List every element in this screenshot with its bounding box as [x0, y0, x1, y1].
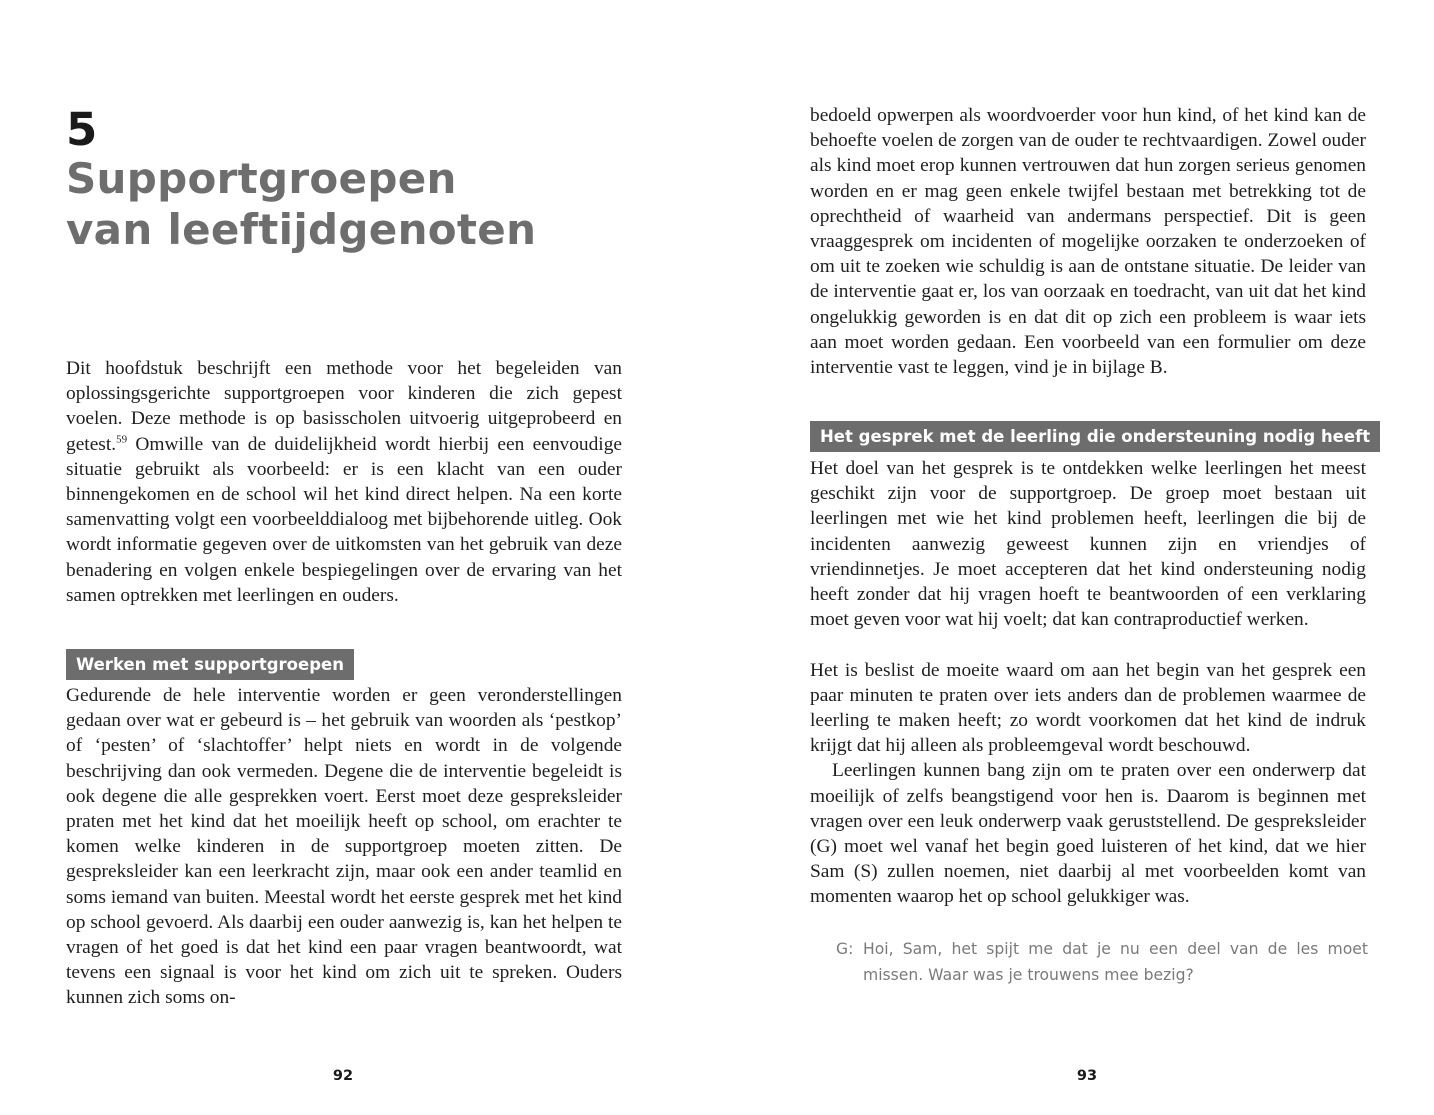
right-page	[717, 0, 1434, 1115]
section-heading-gesprek: Het gesprek met de leerling die ondersteuning nodig heeft	[810, 421, 1380, 452]
section-text-gesprek	[810, 456, 1366, 910]
chapter-number: 5	[66, 103, 98, 156]
section-paragraph-1: Het doel van het gesprek is te ontdekken welke leerlingen het meest geschikt zijn voor de supportgroep. De groep moet bestaan uit leerlingen met wie het kind problemen heeft, leerlingen die bij de incidenten aanwezig geweest kunnen zijn en vriendjes of vriendinnetjes. Je moet accepteren dat het kind ondersteuning nodig heeft zonder dat hij vragen hoeft te beantwoorden of een verklaring moet geven voor wat hij voelt; dat kan contraproductief werken.	[810, 458, 1366, 631]
page-number: 92	[332, 1068, 354, 1084]
section-heading-werken: Werken met supportgroepen	[66, 649, 354, 680]
intro-text	[66, 356, 622, 608]
chapter-title-line-2: van leeftijdgenoten	[66, 205, 537, 254]
chapter-title-line-1: Supportgroepen	[66, 154, 457, 203]
continued-paragraph: bedoeld opwerpen als woordvoerder voor hun kind, of het kind kan de behoefte voelen de zorgen van de ouder te rechtvaardigen. Zowel ouder als kind moet erop kunnen vertrouwen dat hun zorgen serieus genomen worden en er mag geen enkele twijfel bestaan met betrekking tot de oprechtheid of waarheid van andermans perspectief. Dit is geen vraaggesprek om incidenten of mogelijke oorzaken te onderzoeken of om uit te zoeken wie schuldig is aan de ontstane situatie. De leider van de interventie gaat er, los van oorzaak en toedracht, van uit dat het kind ongelukkig geworden is en dat dit op zich een probleem is waar iets aan moet worden gedaan. Een voorbeeld van een formulier om deze interventie vast te leggen, vind je in bijlage B.	[810, 105, 1366, 379]
dialogue-text: Hoi, Sam, het spijt me dat je nu een deel van de les moet missen. Waar was je trouwens mee bezig?	[863, 940, 1368, 984]
section-paragraph: Gedurende de hele interventie worden er geen veronderstellingen gedaan over wat er gebeurd is – het gebruik van woorden als ‘pestkop’ of ‘pesten’ of ‘slachtoffer’ helpt niets en wordt in de volgende beschrijving dan ook vermeden. Degene die de interventie begeleidt is ook degene die alle gesprekken voert. Eerst moet deze gespreksleider praten met het kind dat het moeilijk heeft op school, om erachter te komen welke kinderen in de supportgroep moeten zitten. De gespreksleider kan een leerkracht zijn, maar ook een ander teamlid en soms iemand van buiten. Meestal wordt het eerste gesprek met het kind op school gevoerd. Als daarbij een ouder aanwezig is, kan het helpen te vragen of het goed is dat het kind een paar vragen beantwoordt, wat tevens een signaal is voor het kind om zich uit te spreken. Ouders kunnen zich soms on-	[66, 685, 622, 1009]
chapter-title	[66, 153, 666, 255]
dialogue-speaker: G:	[836, 940, 854, 958]
section-text-werken	[66, 683, 622, 1011]
footnote-reference: 59	[116, 433, 128, 446]
continued-text	[810, 103, 1366, 380]
page-number: 93	[1076, 1068, 1098, 1084]
dialogue-line	[836, 936, 1368, 988]
section-paragraph-3: Leerlingen kunnen bang zijn om te praten over een onderwerp dat moeilijk of zelfs beangstigend voor hen is. Daarom is beginnen met vragen over een leuk onderwerp vaak geruststellend. De gespreksleider (G) moet wel vanaf het begin goed luisteren of het kind, dat we hier Sam (S) zullen noemen, niet daarbij al met voorbeelden komt van momenten waarop het op school gelukkiger was.	[810, 760, 1366, 908]
intro-paragraph: Dit hoofdstuk beschrijft een methode voor het begeleiden van oplossingsgerichte supportgroepen voor kinderen die zich gepest voelen. Deze methode is op basisscholen uitvoerig uitgeprobeerd en getest.$^{59}$ Omwille van de duidelijkheid wordt hierbij een eenvoudige situatie gebruikt als voorbeeld: er is een klacht van een ouder binnengekomen en de school wil het kind direct helpen. Na een korte samenvatting volgt een voorbeelddialoog met bijbehorende uitleg. Ook wordt informatie gegeven over de uitkomsten van het gebruik van deze benadering en volgen enkele bespiegelingen over de ervaring van het samen optrekken met leerlingen en ouders.	[66, 358, 622, 606]
section-paragraph-2: Het is beslist de moeite waard om aan het begin van het gesprek een paar minuten te praten over iets anders dan de problemen waarmee de leerling te maken heeft; zo wordt voorkomen dat het kind de indruk krijgt dat hij alleen als probleemgeval wordt beschouwd.	[810, 659, 1366, 757]
